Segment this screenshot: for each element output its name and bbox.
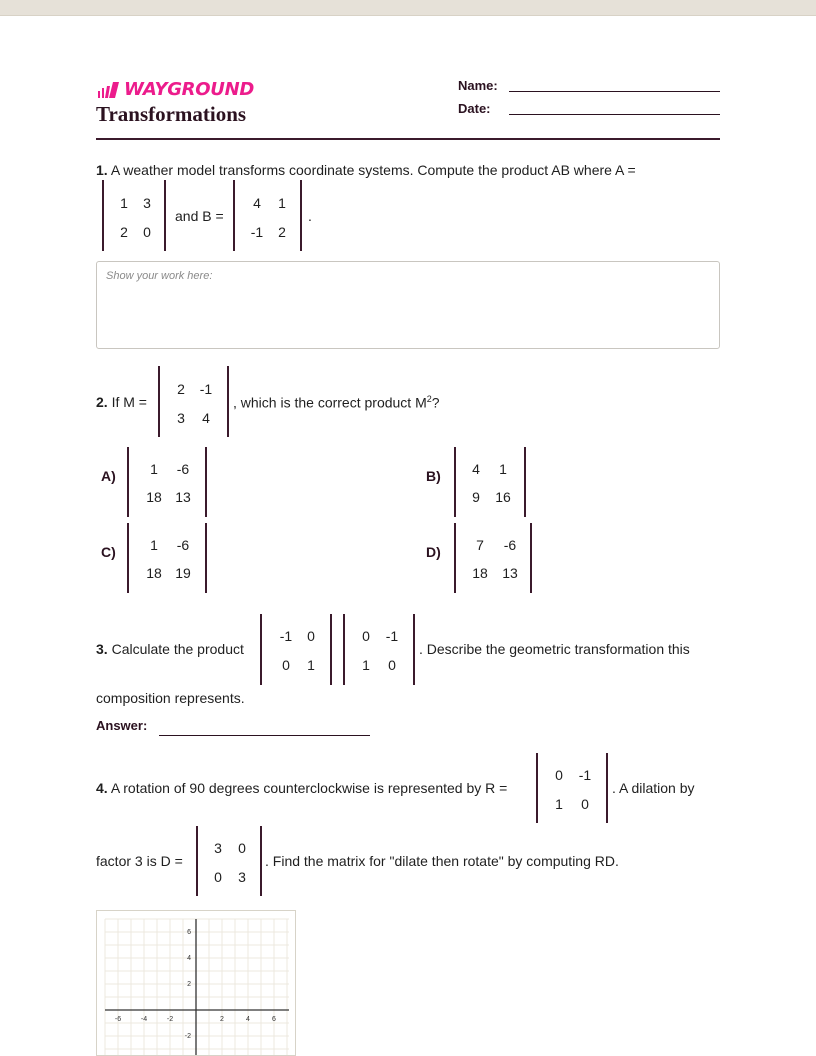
matrix-cell: 9 [472, 489, 480, 505]
matrix-cell: 2 [177, 381, 185, 397]
matrix-cell: -1 [199, 381, 213, 397]
option-b-matrix[interactable] [454, 447, 526, 517]
matrix-cell: 18 [146, 489, 162, 505]
matrix-cell: 2 [120, 224, 128, 240]
matrix-cell: -1 [250, 224, 264, 240]
question-4-prompt: A rotation of 90 degrees counterclockwise is represented by R = [110, 780, 508, 796]
option-c-label[interactable]: C) [101, 544, 116, 560]
wayground-logo-icon [96, 82, 122, 98]
answer-label: Answer: [96, 718, 148, 733]
question-4-line2-post: . Find the matrix for "dilate then rotate" by computing RD. [265, 853, 619, 869]
matrix-cell: 0 [307, 628, 315, 644]
q1-period: . [308, 208, 312, 224]
question-number: 2. [96, 394, 108, 410]
option-a-matrix[interactable] [127, 447, 207, 517]
matrix-cell: -1 [385, 628, 399, 644]
matrix-cell: 0 [282, 657, 290, 673]
date-label: Date: [458, 101, 491, 116]
matrix-cell: 3 [177, 410, 185, 426]
matrix-cell: 0 [238, 840, 246, 856]
matrix-cell: 0 [388, 657, 396, 673]
matrix-rotate [343, 614, 415, 685]
exponent: 2 [426, 394, 432, 404]
header-divider [96, 138, 720, 140]
question-number: 4. [96, 780, 108, 796]
matrix-r [536, 753, 608, 823]
y-tick-label: 6 [187, 929, 191, 936]
question-3-pre [96, 641, 244, 657]
x-tick-label: -2 [166, 1016, 174, 1023]
x-tick-label: 2 [220, 1016, 224, 1023]
matrix-cell: 1 [150, 461, 158, 477]
y-tick-label: -2 [184, 1033, 191, 1040]
matrix-cell: 18 [146, 565, 162, 581]
y-tick-label: 2 [187, 981, 191, 988]
matrix-cell: 0 [581, 796, 589, 812]
question-2-text: , which is the correct product M [233, 394, 427, 411]
question-3-post: . Describe the geometric transformation this [419, 641, 690, 657]
question-4-post: . A dilation by [612, 780, 695, 796]
date-field[interactable] [509, 114, 720, 115]
matrix-cell: 16 [495, 489, 511, 505]
option-d-label[interactable]: D) [426, 544, 441, 560]
matrix-cell: -6 [176, 461, 190, 477]
coordinate-grid-svg [97, 911, 296, 1056]
matrix-cell: 0 [362, 628, 370, 644]
matrix-cell: 18 [472, 565, 488, 581]
matrix-cell: -1 [578, 767, 592, 783]
option-b-label[interactable]: B) [426, 468, 441, 484]
matrix-cell: 7 [476, 537, 484, 553]
matrix-cell: 3 [214, 840, 222, 856]
matrix-cell: -6 [503, 537, 517, 553]
question-1-text [96, 162, 636, 178]
option-a-label[interactable]: A) [101, 468, 116, 484]
matrix-cell: -1 [279, 628, 293, 644]
matrix-cell: 4 [253, 195, 261, 211]
question-number: 3. [96, 641, 108, 657]
work-area[interactable] [96, 261, 720, 349]
matrix-reflect [260, 614, 332, 685]
matrix-b [233, 180, 302, 251]
x-tick-label: -6 [114, 1016, 122, 1023]
matrix-cell: 13 [502, 565, 518, 581]
page-title: Transformations [96, 102, 247, 126]
answer-field[interactable] [159, 735, 370, 736]
matrix-cell: 1 [499, 461, 507, 477]
matrix-cell: 1 [307, 657, 315, 673]
question-2-end: ? [431, 394, 440, 411]
question-4-pre [96, 780, 507, 796]
matrix-cell: 0 [555, 767, 563, 783]
x-tick-label: -4 [140, 1016, 148, 1023]
work-area-placeholder: Show your work here: [106, 270, 213, 282]
matrix-cell: 0 [214, 869, 222, 885]
name-label: Name: [458, 78, 498, 93]
matrix-a [102, 180, 166, 251]
brand-name: WAYGROUND [124, 79, 254, 100]
matrix-cell: 3 [143, 195, 151, 211]
matrix-cell: 4 [202, 410, 210, 426]
matrix-cell: 13 [175, 489, 191, 505]
question-3-prompt: Calculate the product [111, 641, 244, 657]
question-3-line2: composition represents. [96, 690, 245, 706]
y-tick-label: 4 [187, 955, 191, 962]
question-2-pre [96, 394, 147, 410]
x-tick-label: 6 [272, 1016, 276, 1023]
matrix-cell: 3 [238, 869, 246, 885]
q1-and-b-text: and B = [175, 208, 224, 224]
brand-logo [96, 79, 254, 100]
matrix-cell: 1 [362, 657, 370, 673]
option-c-matrix[interactable] [127, 523, 207, 593]
x-tick-label: 4 [246, 1016, 250, 1023]
question-number: 1. [96, 162, 108, 178]
matrix-cell: 1 [120, 195, 128, 211]
question-2-post [233, 394, 440, 411]
matrix-d [196, 826, 262, 896]
matrix-cell: 1 [555, 796, 563, 812]
question-1-prompt: A weather model transforms coordinate systems. Compute the product AB where A = [110, 162, 636, 178]
matrix-cell: -6 [176, 537, 190, 553]
coordinate-grid[interactable] [96, 910, 296, 1056]
top-bar [0, 0, 816, 16]
matrix-cell: 4 [472, 461, 480, 477]
matrix-cell: 19 [175, 565, 191, 581]
question-2-prompt: If M = [111, 394, 147, 410]
matrix-cell: 2 [278, 224, 286, 240]
matrix-cell: 1 [278, 195, 286, 211]
question-4-line2-pre: factor 3 is D = [96, 853, 183, 869]
option-d-matrix[interactable] [454, 523, 532, 593]
matrix-cell: 1 [150, 537, 158, 553]
matrix-cell: 0 [143, 224, 151, 240]
matrix-m [158, 366, 229, 437]
name-field[interactable] [509, 91, 720, 92]
